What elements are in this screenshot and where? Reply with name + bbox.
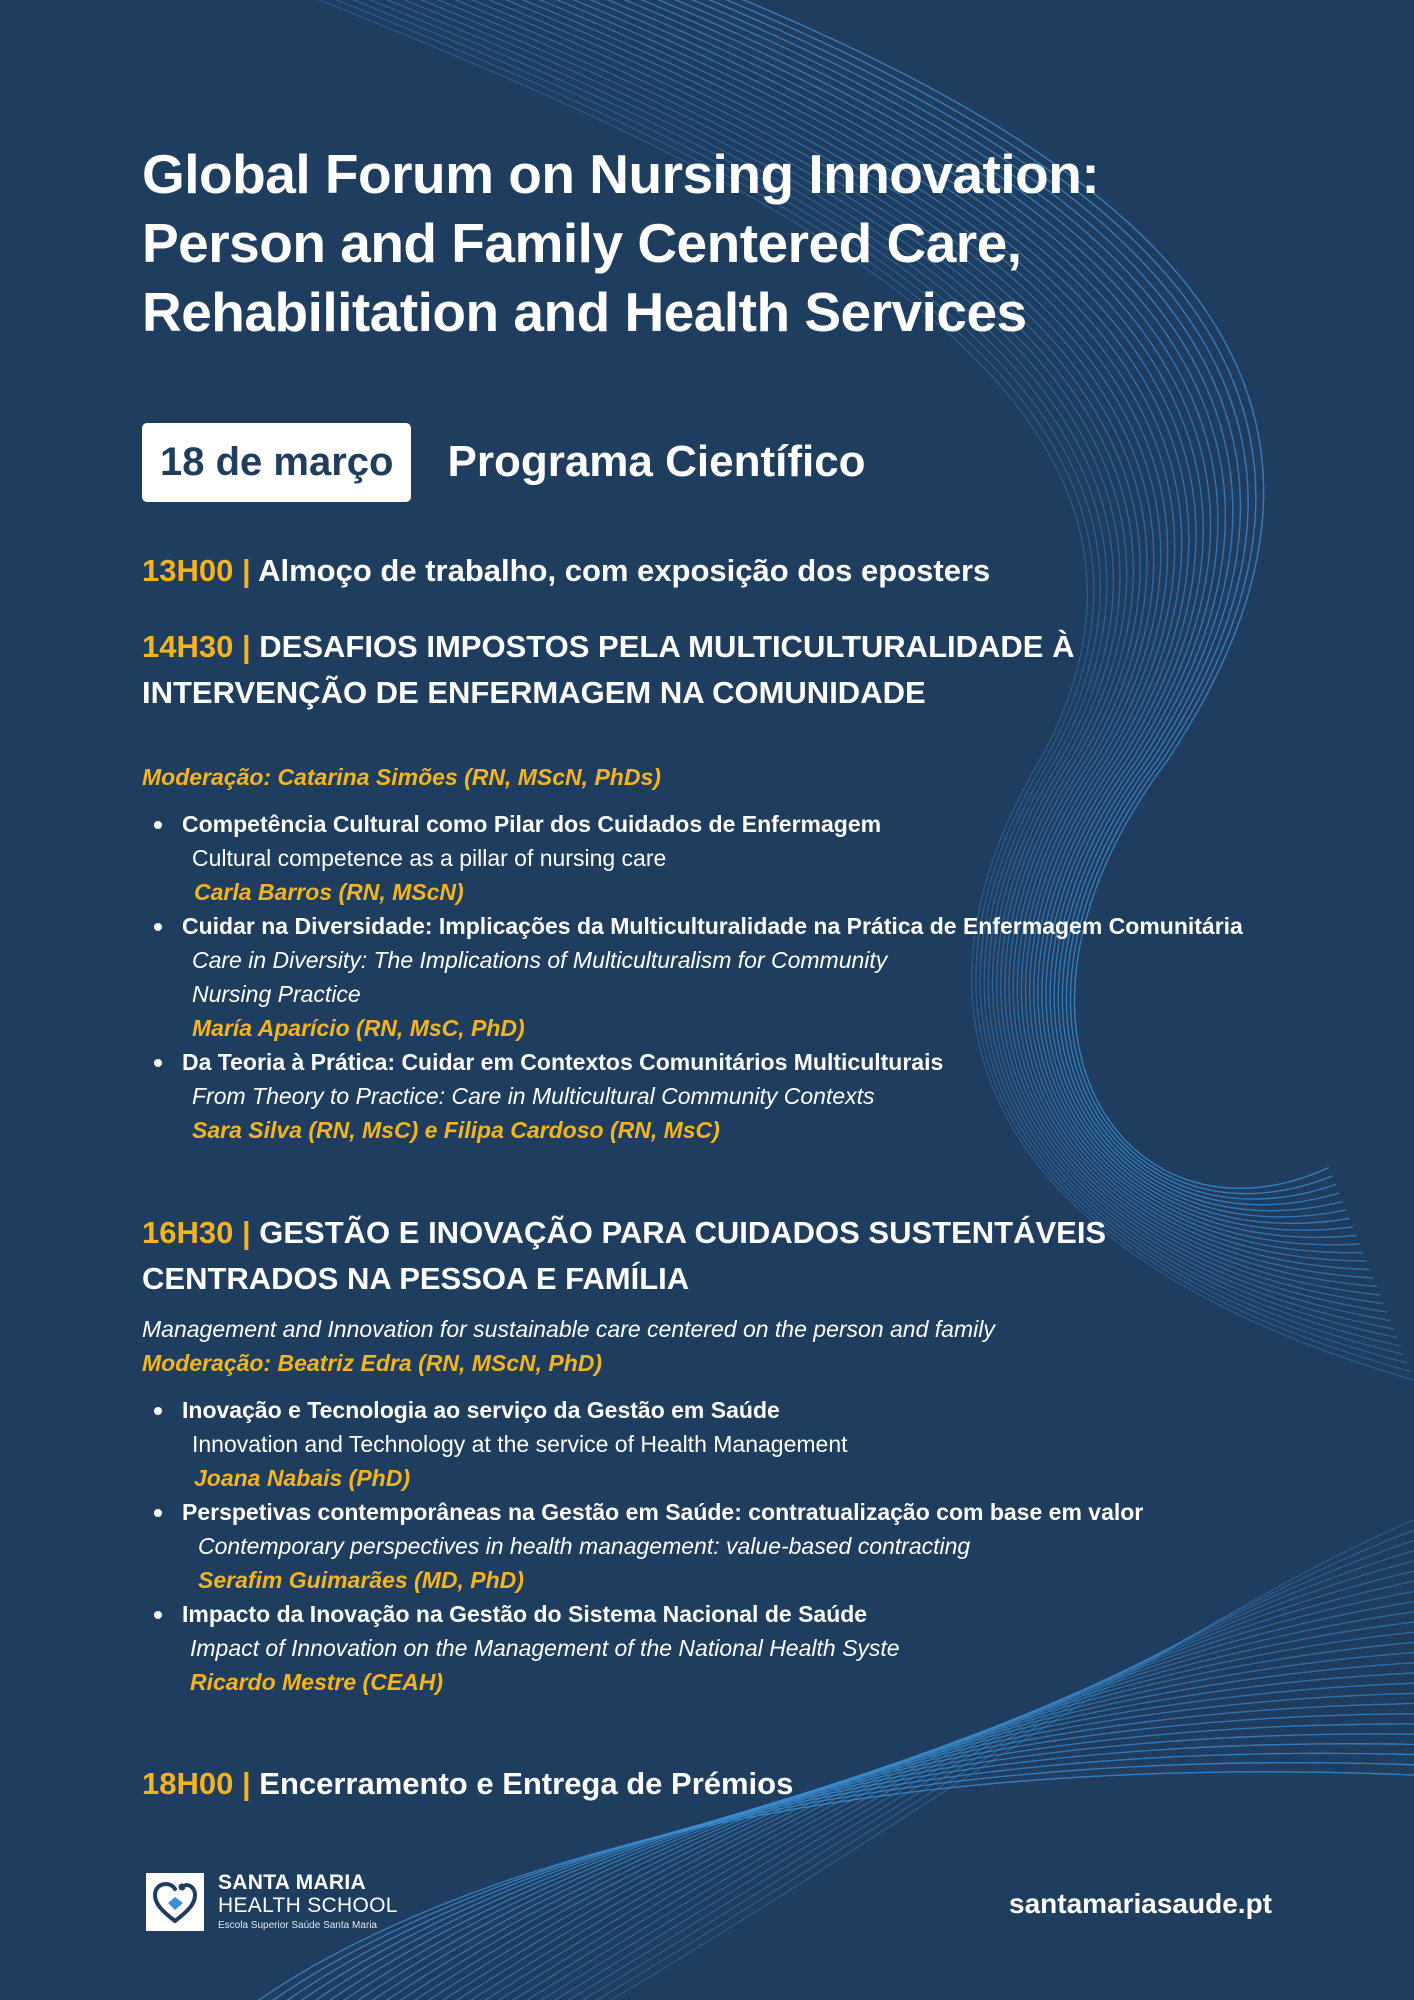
session-1430 (142, 624, 1282, 716)
session-title-line-2: CENTRADOS NA PESSOA E FAMÍLIA (142, 1261, 690, 1296)
date-row (142, 422, 866, 502)
page-title (142, 140, 1282, 347)
program-title: Programa Científico (447, 437, 866, 486)
list-item (142, 1393, 1262, 1495)
talk-title-pt: Inovação e Tecnologia ao serviço da Gestão em Saúde (182, 1397, 780, 1423)
logo-text (218, 1872, 398, 1931)
session-title: Almoço de trabalho, com exposição dos eposters (258, 553, 991, 588)
talk-title-pt: Da Teoria à Prática: Cuidar em Contextos Comunitários Multiculturais (182, 1049, 944, 1075)
logo-line-3: Escola Superior Saúde Santa Maria (218, 1920, 377, 1931)
session-time: 14H30 | (142, 629, 251, 664)
talk-title-en: Innovation and Technology at the service of Health Management (192, 1431, 848, 1457)
session-1300 (142, 548, 1282, 594)
talk-speaker: Ricardo Mestre (CEAH) (190, 1669, 444, 1695)
list-item (142, 1597, 1262, 1699)
list-item (142, 909, 1262, 1045)
talk-title-pt: Cuidar na Diversidade: Implicações da Multiculturalidade na Prática de Enfermagem Comunitária (182, 913, 1243, 939)
talk-speaker: Sara Silva (RN, MsC) e Filipa Cardoso (RN, MsC) (192, 1117, 720, 1143)
session-time: 16H30 | (142, 1215, 251, 1250)
talk-title-pt: Perspetivas contemporâneas na Gestão em Saúde: contratualização com base em valor (182, 1499, 1144, 1525)
session-1630 (142, 1210, 1282, 1302)
date-badge: 18 de março (142, 423, 411, 502)
heart-logo-icon (146, 1873, 204, 1931)
title-line-1: Global Forum on Nursing Innovation: (142, 143, 1100, 205)
title-line-3: Rehabilitation and Health Services (142, 281, 1027, 343)
session-title-line-1: GESTÃO E INOVAÇÃO PARA CUIDADOS SUSTENTÁVEIS (259, 1215, 1107, 1250)
talk-speaker: Joana Nabais (PhD) (194, 1465, 410, 1491)
list-item (142, 807, 1262, 909)
session-1800 (142, 1761, 1282, 1807)
talk-list (142, 1393, 1262, 1699)
logo-line-2: HEALTH SCHOOL (218, 1894, 398, 1917)
school-logo[interactable] (146, 1872, 398, 1931)
session-subtitle-en: Management and Innovation for sustainable care centered on the person and family (142, 1316, 995, 1342)
talk-title-pt: Competência Cultural como Pilar dos Cuidados de Enfermagem (182, 811, 882, 837)
session-title: Encerramento e Entrega de Prémios (259, 1766, 794, 1801)
talk-title-en: Impact of Innovation on the Management of the National Health Syste (190, 1635, 900, 1661)
website-link[interactable]: santamariasaude.pt (1009, 1888, 1272, 1919)
moderation: Moderação: Catarina Simões (RN, MScN, PhDs) (142, 764, 661, 790)
session-title-line-1: DESAFIOS IMPOSTOS PELA MULTICULTURALIDADE À (259, 629, 1075, 664)
talk-speaker: María Aparício (RN, MsC, PhD) (192, 1015, 525, 1041)
talk-title-en: From Theory to Practice: Care in Multicultural Community Contexts (192, 1083, 875, 1109)
talk-title-en: Contemporary perspectives in health management: value-based contracting (198, 1533, 971, 1559)
talk-list (142, 807, 1262, 1147)
session-time: 18H00 | (142, 1766, 251, 1801)
list-item (142, 1495, 1262, 1597)
list-item (142, 1045, 1262, 1147)
session-time: 13H00 | (142, 553, 251, 588)
moderation: Moderação: Beatriz Edra (RN, MScN, PhD) (142, 1350, 603, 1376)
talk-speaker: Serafim Guimarães (MD, PhD) (198, 1567, 524, 1593)
title-line-2: Person and Family Centered Care, (142, 212, 1022, 274)
talk-title-en: Care in Diversity: The Implications of Multiculturalism for Community Nursing Practice (192, 947, 888, 1007)
talk-title-en: Cultural competence as a pillar of nursing care (192, 845, 667, 871)
talk-title-pt: Impacto da Inovação na Gestão do Sistema Nacional de Saúde (182, 1601, 868, 1627)
logo-line-1: SANTA MARIA (218, 1871, 366, 1894)
session-title-line-2: INTERVENÇÃO DE ENFERMAGEM NA COMUNIDADE (142, 675, 926, 710)
talk-speaker: Carla Barros (RN, MScN) (194, 879, 464, 905)
